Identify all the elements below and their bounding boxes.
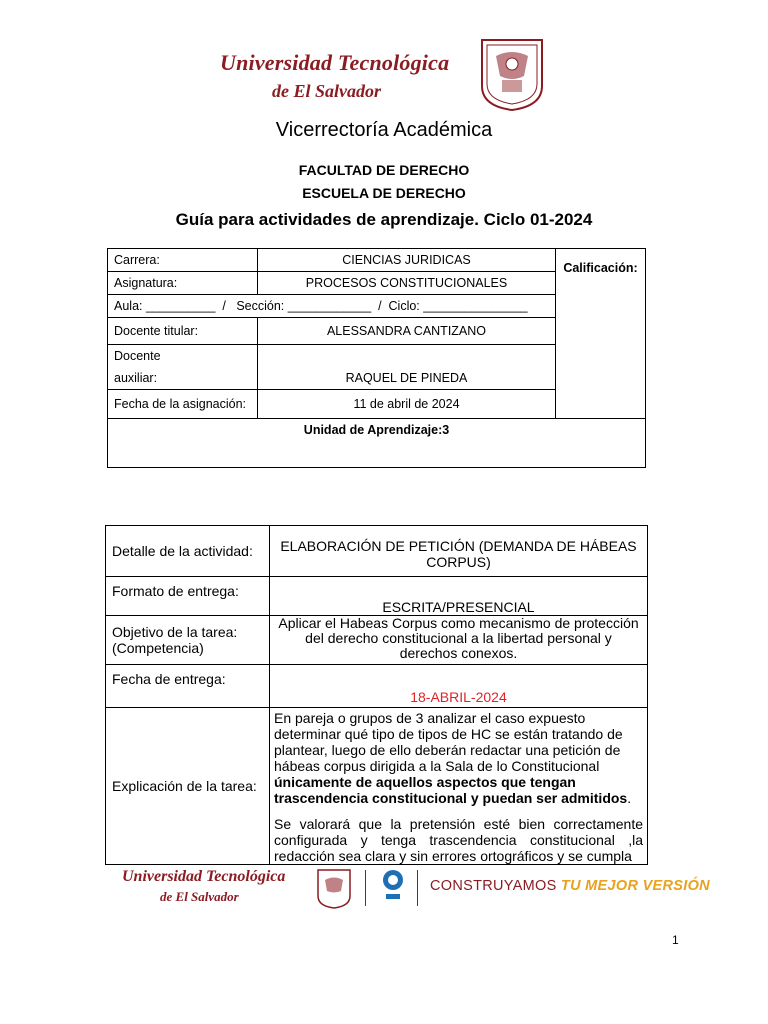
objetivo-value: Aplicar el Habeas Corpus como mecanismo de protección del derecho constitucional a la libertad personal y derechos conexos. xyxy=(270,616,648,665)
docente-titular-label: Docente titular: xyxy=(108,318,258,345)
explicacion-paragraph-1 xyxy=(274,710,643,806)
calificacion-cell xyxy=(556,249,646,419)
escuela-title: ESCUELA DE DERECHO xyxy=(302,185,466,201)
unidad-aprendizaje: Unidad de Aprendizaje:3 xyxy=(108,419,646,468)
carrera-value: CIENCIAS JURIDICAS xyxy=(258,249,556,272)
university-seal-icon xyxy=(478,36,546,112)
calificacion-label: Calificación: xyxy=(563,261,638,275)
docente-auxiliar-label-line1: Docente xyxy=(114,349,161,363)
explicacion-p1-end: . xyxy=(627,790,632,806)
asignatura-label: Asignatura: xyxy=(108,272,258,295)
fecha-entrega-label: Fecha de entrega: xyxy=(106,665,270,708)
footer-university-logo-line1: Universidad Tecnológica xyxy=(122,868,286,885)
university-logo-line2: de El Salvador xyxy=(272,81,382,101)
vicerrectoria-title: Vicerrectoría Académica xyxy=(275,119,493,141)
asignatura-value: PROCESOS CONSTITUCIONALES xyxy=(258,272,556,295)
explicacion-paragraph-2: Se valorará que la pretensión esté bien correctamente configurada y tenga trascendencia constitucional ,la redacción sea clara y sin errores ortográficos y se cumpla xyxy=(274,816,643,864)
footer-university-logo-line2: de El Salvador xyxy=(160,889,239,904)
footer-seal-icon xyxy=(316,868,352,910)
docente-auxiliar-label-line2: auxiliar: xyxy=(114,371,158,385)
fecha-entrega-value: 18-ABRIL-2024 xyxy=(270,665,648,708)
fecha-asignacion-label: Fecha de la asignación: xyxy=(108,390,258,419)
footer-slogan xyxy=(430,878,710,894)
docente-auxiliar-label xyxy=(108,345,258,390)
aula-seccion-ciclo-row: Aula: __________ / Sección: ____________ / Ciclo: _______________ xyxy=(108,295,556,318)
facultad-title: FACULTAD DE DERECHO xyxy=(298,162,470,178)
fecha-asignacion-value: 11 de abril de 2024 xyxy=(258,390,556,419)
university-logo-line1: Universidad Tecnológica xyxy=(220,50,450,75)
activity-table xyxy=(105,525,648,865)
detalle-label: Detalle de la actividad: xyxy=(106,526,270,577)
docente-titular-value: ALESSANDRA CANTIZANO xyxy=(258,318,556,345)
explicacion-value xyxy=(270,708,648,865)
info-table xyxy=(107,248,646,468)
explicacion-p1-text: En pareja o grupos de 3 analizar el caso expuesto determinar qué tipo de tipos de HC se están tratando de plantear, luego de ello deberán redactar una petición de hábeas corpus dirigida a la Sala de lo Constitucional xyxy=(274,710,623,774)
footer-divider xyxy=(365,870,366,906)
footer-slogan-part1: CONSTRUYAMOS xyxy=(430,878,561,894)
docente-auxiliar-value: RAQUEL DE PINEDA xyxy=(258,345,556,390)
page-number: 1 xyxy=(672,933,679,947)
objetivo-label: Objetivo de la tarea: (Competencia) xyxy=(106,616,270,665)
detalle-value: ELABORACIÓN DE PETICIÓN (DEMANDA DE HÁBEAS CORPUS) xyxy=(270,526,648,577)
carrera-label: Carrera: xyxy=(108,249,258,272)
explicacion-p1-bold: únicamente de aquellos aspectos que tengan trascendencia constitucional y puedan ser admitidos xyxy=(274,774,628,806)
gia-logo-icon xyxy=(378,866,408,906)
formato-value: ESCRITA/PRESENCIAL xyxy=(270,577,648,616)
formato-label: Formato de entrega: xyxy=(106,577,270,616)
guia-title: Guía para actividades de aprendizaje. Ciclo 01-2024 xyxy=(175,210,593,229)
explicacion-label: Explicación de la tarea: xyxy=(106,708,270,865)
footer-divider-2 xyxy=(417,870,418,906)
footer-slogan-part2: TU MEJOR VERSIÓN xyxy=(560,878,710,894)
